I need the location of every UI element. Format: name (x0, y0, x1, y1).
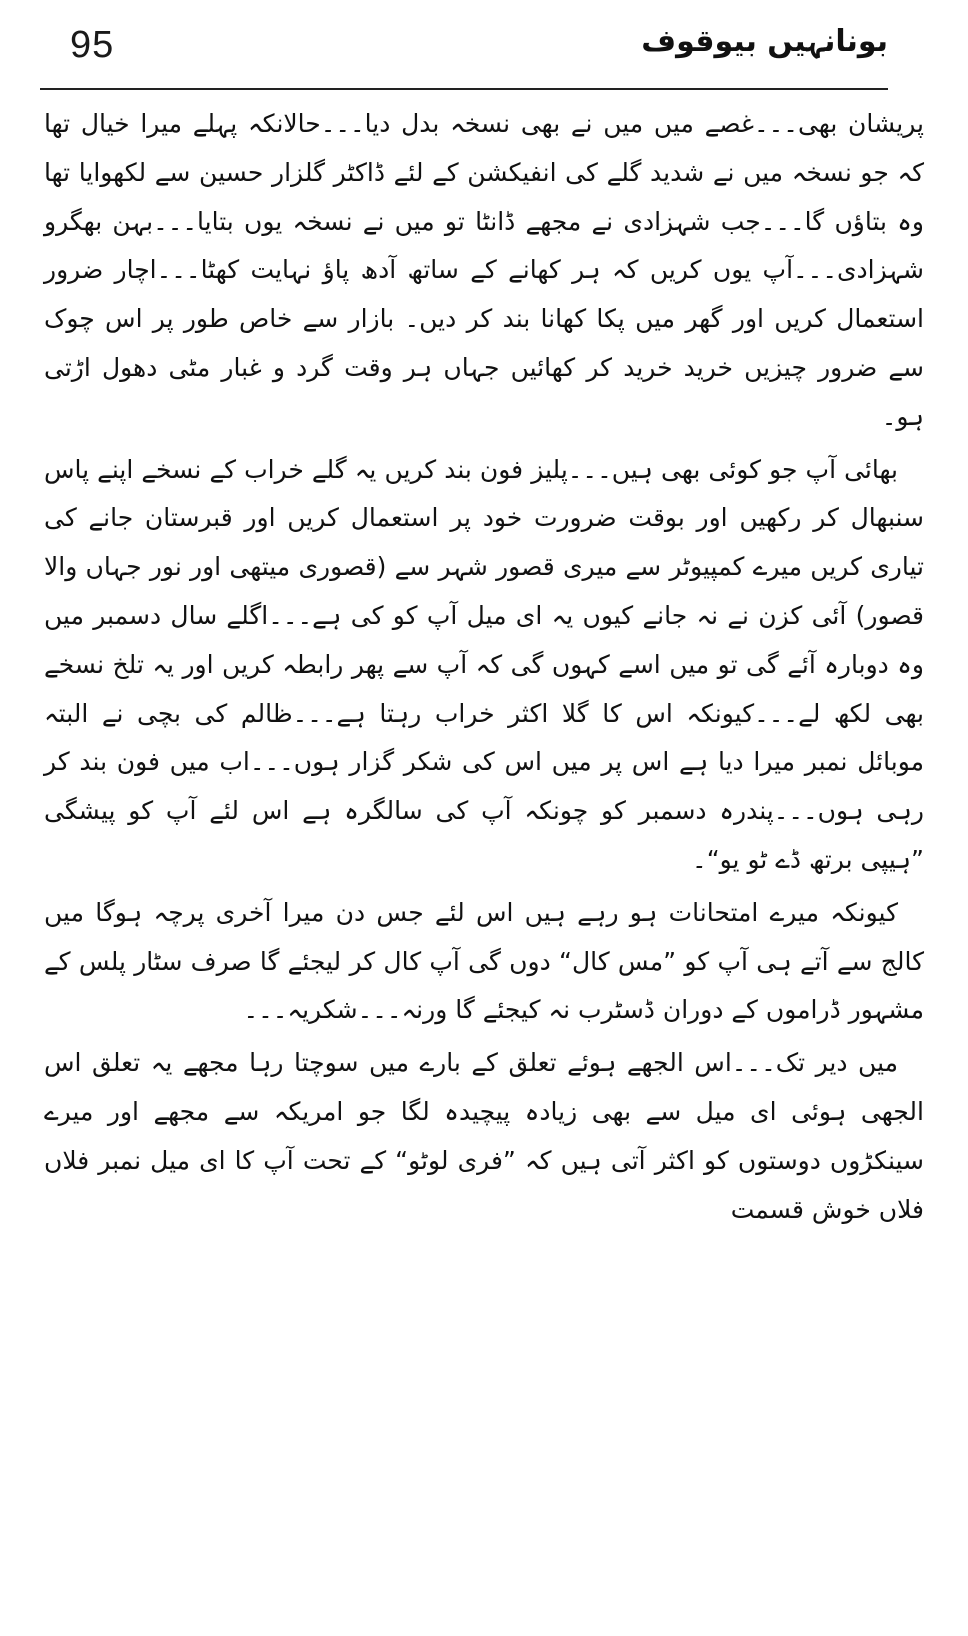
page-header (40, 14, 888, 88)
page-number: 95 (70, 24, 115, 66)
paragraph-1: پریشان بھی۔۔۔غصے میں میں نے بھی نسخہ بدل دیا۔۔۔حالانکہ پہلے میرا خیال تھا کہ جو نسخہ میں نے شدید گلے کی انفیکشن کے لئے ڈاکٹر گلزار حسین سے لکھوایا تھا وہ بتاؤں گا۔۔۔جب شہزادی نے مجھے ڈانٹا تو میں نے نسخہ یوں بتایا۔۔۔بہن بھگرو شہزادی۔۔۔آپ یوں کریں کہ ہر کھانے کے ساتھ آدھ پاؤ نہایت کھٹا۔۔۔اچار ضرور استعمال کریں اور گھر میں پکا کھانا بند کر دیں۔ بازار سے خاص طور پر اس چوک سے ضرور چیزیں خرید خرید کر کھائیں جہاں ہر وقت گرد و غبار مٹی دھول اڑتی ہو۔ (44, 109, 924, 431)
running-title: بونانہیں بیوقوف (641, 24, 888, 59)
paragraph-3: کیونکہ میرے امتحانات ہو رہے ہیں اس لئے جس دن میرا آخری پرچہ ہوگا میں کالج سے آتے ہی آپ کو ”مس کال“ دوں گی آپ کال کر لیجئے گا صرف سٹار پلس کے مشہور ڈراموں کے دوران ڈسٹرب نہ کیجئے گا ورنہ۔۔۔شکریہ۔۔۔ (44, 897, 924, 1025)
header-rule (40, 88, 888, 90)
paragraph-2: بھائی آپ جو کوئی بھی ہیں۔۔۔پلیز فون بند کریں یہ گلے خراب کے نسخے اپنے پاس سنبھال کر رکھیں اور بوقت ضرورت خود پر استعمال کریں اور قبرستان جانے کی تیاری کریں میرے کمپیوٹر سے میری قصور شہر سے (قصوری میتھی اور نور جہاں والا قصور) آئی کزن نے نہ جانے کیوں یہ ای میل آپ کو کی ہے۔۔۔اگلے سال دسمبر میں وہ دوبارہ آئے گی تو میں اسے کہوں گی کہ آپ سے پھر رابطہ کریں اور یہ تلخ نسخے بھی لکھ لے۔۔۔کیونکہ اس کا گلا اکثر خراب رہتا ہے۔۔۔ظالم کی بچی نے البتہ موبائل نمبر میرا دیا ہے اس پر میں اس کی شکر گزار ہوں۔۔۔اب میں فون بند کر رہی ہوں۔۔۔پندرہ دسمبر کو چونکہ آپ کی سالگرہ ہے اس لئے آپ کو پیشگی ”ہیپی برتھ ڈے ٹو یو“۔ (44, 454, 924, 874)
paragraph-4: میں دیر تک۔۔۔اس الجھے ہوئے تعلق کے بارے میں سوچتا رہا مجھے یہ تعلق اس الجھی ہوئی ای میل سے بھی زیادہ پیچیدہ لگا جو امریکہ سے مجھے اور میرے سینکڑوں دوستوں کو اکثر آتی ہیں کہ ”فری لوٹو“ کے تحت آپ کا ای میل نمبر فلاں فلاں خوش قسمت (44, 1048, 924, 1224)
page-body (44, 100, 924, 1234)
